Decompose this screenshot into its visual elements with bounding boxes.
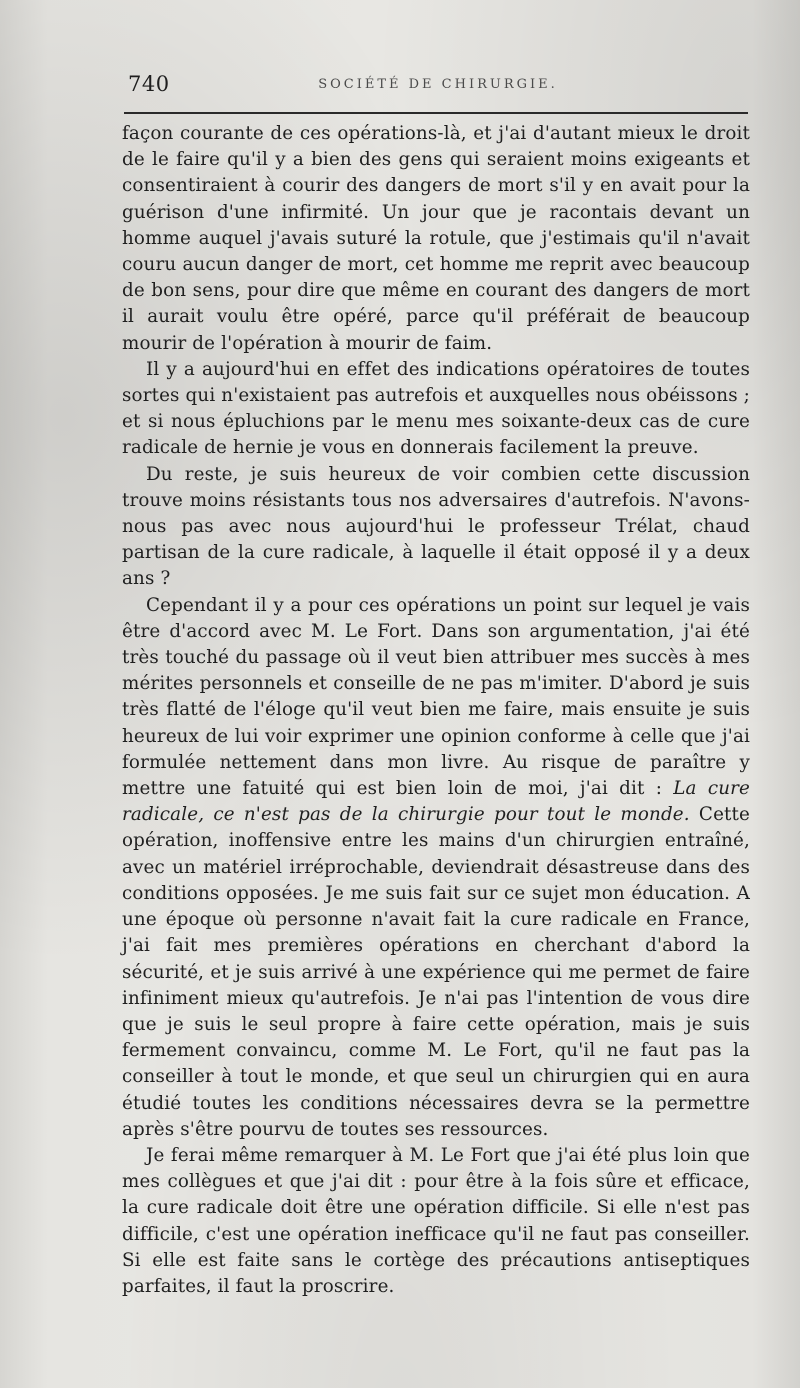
paragraph-1-text: façon courante de ces opérations-là, et j'ai d'autant mieux le droit de le faire qu'il y a bien des gens qui seraient moins exigeants et consentiraient à courir des dangers de mort s'il y en avait pour la guérison d'une infirmité. Un jour que je racontais devant un homme auquel j'avais suturé la rotule, que j'estimais qu'il n'avait couru aucun danger de mort, cet homme me reprit avec beaucoup de bon sens, pour dire que même en courant des dangers de mort il aurait voulu être opéré, parce qu'il préférait de beaucoup mourir de l'opération à mourir de faim.	[122, 123, 750, 354]
header-rule	[124, 112, 748, 114]
paragraph-4-text-b: Cette opération, inoffensive entre les mains d'un chirurgien entraîné, avec un matériel irréprochable, deviendrait désastreuse dans des conditions opposées. Je me suis fait sur ce sujet mon éducation. A une époque où personne n'avait fait la cure radicale en France, j'ai fait mes premières opérations en cherchant d'abord la sécurité, et je suis arrivé à une expérience qui me permet de faire infiniment mieux qu'autrefois. Je n'ai pas l'intention de vous dire que je suis le seul propre à faire cette opération, mais je suis fermement convaincu, comme M. Le Fort, qu'il ne faut pas la conseiller à tout le monde, et que seul un chirurgien qui en aura étudié toutes les conditions nécessaires devra se la permettre après s'être pourvu de toutes ses ressources.	[122, 804, 750, 1140]
paragraph-4-text-a: Cependant il y a pour ces opérations un point sur lequel je vais être d'accord avec M. Le Fort. Dans son argumentation, j'ai été très touché du passage où il veut bien attribuer mes succès à mes mérites personnels et conseille de ne pas m'imiter. D'abord je suis très flatté de l'éloge qu'il veut bien me faire, mais ensuite je suis heureux de lui voir exprimer une opinion conforme à celle que j'ai formulée nettement dans mon livre. Au risque de paraître y mettre une fatuité qui est bien loin de moi, j'ai dit :	[122, 594, 750, 800]
paragraph-4-quote: La cure radicale, ce n'est pas de la chirurgie pour tout le monde.	[122, 778, 750, 826]
running-head: SOCIÉTÉ DE CHIRURGIE.	[318, 77, 558, 92]
page-header	[128, 72, 748, 98]
page-number: 740	[128, 72, 170, 96]
paragraph-4	[122, 593, 750, 1143]
paragraph-2	[122, 357, 750, 462]
paragraph-5	[122, 1143, 750, 1300]
paragraph-1	[122, 121, 750, 357]
paragraph-3	[122, 462, 750, 593]
paragraph-3-text: Du reste, je suis heureux de voir combien cette discussion trouve moins résistants tous nos adversaires d'autrefois. N'avons-nous pas avec nous aujourd'hui le professeur Trélat, chaud partisan de la cure radicale, à laquelle il était opposé il y a deux ans ?	[122, 463, 750, 590]
body-text	[122, 121, 750, 1300]
paragraph-5-text: Je ferai même remarquer à M. Le Fort que j'ai été plus loin que mes collègues et que j'ai dit : pour être à la fois sûre et efficace, la cure radicale doit être une opération difficile. Si elle n'est pas difficile, c'est une opération inefficace qu'il ne faut pas conseiller. Si elle est faite sans le cortège des précautions antiseptiques parfaites, il faut la proscrire.	[122, 1144, 750, 1297]
paragraph-2-text: Il y a aujourd'hui en effet des indications opératoires de toutes sortes qui n'existaient pas autrefois et auxquelles nous obéissons ; et si nous épluchions par le menu mes soixante-deux cas de cure radicale de hernie je vous en donnerais facilement la preuve.	[122, 358, 750, 459]
